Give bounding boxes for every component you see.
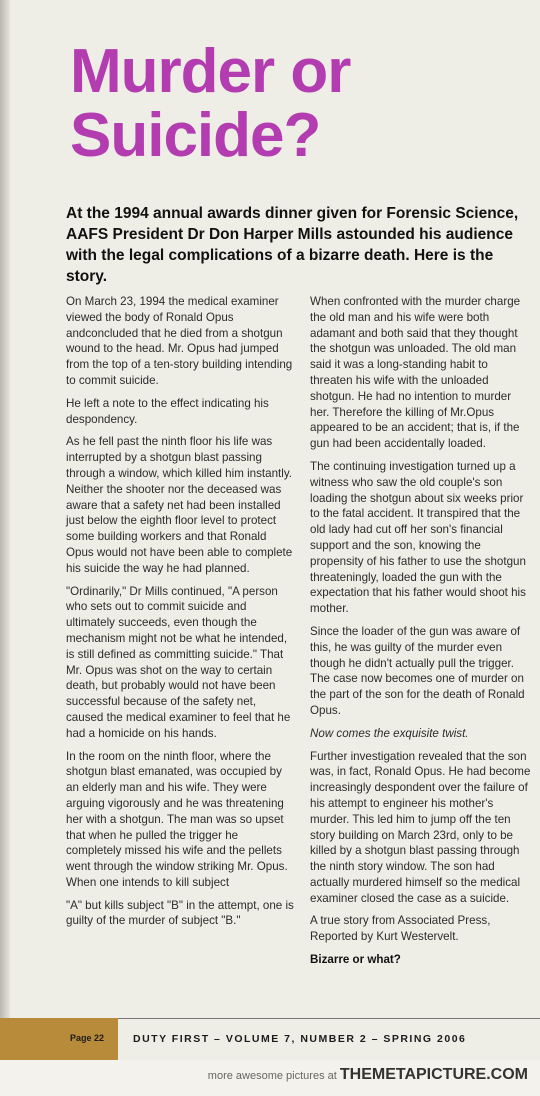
title-line-2: Suicide? — [70, 101, 321, 170]
paragraph: He left a note to the effect indicating his despondency. — [66, 396, 269, 426]
credit-prefix: more awesome pictures at — [207, 1070, 337, 1082]
paragraph: The continuing investigation turned up a witness who saw the old couple's son loading the shotgun about six weeks prior to the fatal accident. It transpired that the old lady had cut off her son's financial support and the son, knowing the propensity of his father to use the shotgun threateningly, loaded the gun with the expectation that his father would shoot his mother. — [310, 459, 526, 616]
paragraph: On March 23, 1994 the medical examiner viewed the body of Ronald Opus andconcluded that he died from a shotgun wound to the head. Mr. Opus had jumped from the top of a ten-story building intending to commit suicide. — [66, 295, 293, 387]
paragraph: In the room on the ninth floor, where the shotgun blast emanated, was occupied by an elderly man and his wife. They were arguing vigorously and he was threatening her with a shotgun. The man was so upset that when he pulled the trigger he completely missed his wife and the pellets went through the window striking Mr. Opus. When one intends to kill subject — [66, 749, 288, 889]
column-left — [66, 294, 296, 936]
article-lead: At the 1994 annual awards dinner given for Forensic Science, AAFS President Dr Don Harper Mills astounded his audience with the legal complications of a bizarre death. Here is the story. — [66, 205, 519, 285]
page-number-box — [0, 1018, 118, 1060]
watermark-credit — [208, 1066, 528, 1084]
column-right — [310, 294, 532, 975]
paragraph: As he fell past the ninth floor his life was interrupted by a shotgun blast passing through a window, which killed him instantly. Neither the shooter nor the deceased was aware that a safety net had been installed just below the eighth floor level to protect some building workers and that Ronald Opus would not have been able to complete his suicide the way he had planned. — [66, 435, 293, 575]
publication-info: DUTY FIRST – VOLUME 7, NUMBER 2 – SPRING 2006 — [133, 1033, 467, 1045]
paragraph: When confronted with the murder charge the old man and his wife were both adamant and both said that they thought the shotgun was unloaded. The old man said it was a long-standing habit to threaten his wife with the unloaded shotgun. He had no intention to murder her. Therefore the killing of Mr.Opus appeared to be an accident; that is, if the gun had been accidentally loaded. — [310, 295, 521, 451]
footer-rule — [118, 1018, 540, 1019]
paragraph: Further investigation revealed that the son was, in fact, Ronald Opus. He had become increasingly despondent over the failure of his attempt to engineer his mother's murder. This led him to jump off the ten story building on March 23rd, only to be killed by a shotgun blast passing through the ninth story window. The son had actually murdered himself so the medical examiner closed the case as a suicide. — [310, 749, 531, 905]
page-footer — [0, 1018, 540, 1060]
paragraph: Since the loader of the gun was aware of this, he was guilty of the murder even though he didn't actually pull the trigger. The case now becomes one of murder on the part of the son for the death of Ronald Opus. — [310, 624, 525, 717]
credit-site: THEMETAPICTURE.COM — [339, 1066, 528, 1083]
title-line-1: Murder or — [70, 37, 351, 106]
paragraph: "Ordinarily," Dr Mills continued, "A person who sets out to commit suicide and ultimately succeeds, even though the mechanism might not be what he intended, is still defined as committing suicide." That Mr. Opus was shot on the way to certain death, but probably would not have been successful because of the safety net, caused the medical examiner to feel that he had a homicide on his hands. — [66, 584, 291, 740]
twist-line: Now comes the exquisite twist. — [310, 726, 469, 740]
page-spine-shadow — [0, 0, 10, 1060]
page-number: Page 22 — [70, 1033, 105, 1043]
paragraph: "A" but kills subject "B" in the attempt, one is guilty of the murder of subject "B." — [66, 898, 294, 928]
article-title — [70, 37, 510, 170]
closing-line: Bizarre or what? — [310, 953, 401, 967]
source-note: A true story from Associated Press, Reported by Kurt Westervelt. — [310, 914, 491, 944]
